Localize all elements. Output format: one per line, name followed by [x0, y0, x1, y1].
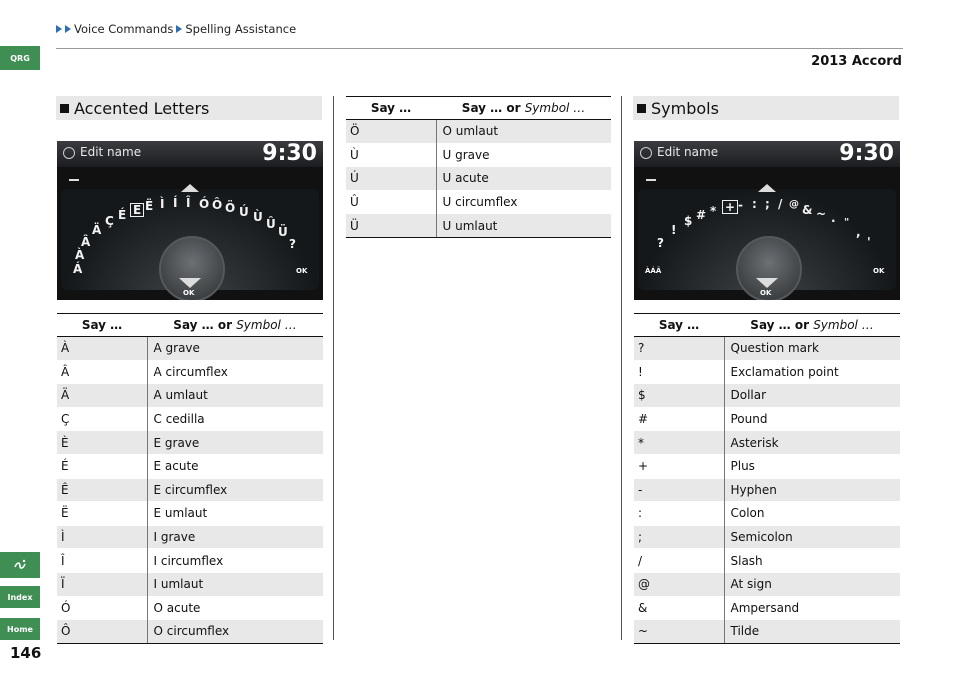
section-square-icon [637, 104, 646, 113]
column-divider [621, 96, 622, 640]
breadcrumb-arrow-icon [176, 25, 182, 33]
accented-letters-title: Accented Letters [74, 98, 210, 118]
table-row [57, 572, 323, 596]
name-cell: Ampersand [724, 596, 900, 620]
breadcrumb-arrow-icon [65, 25, 71, 33]
name-cell: Slash [724, 549, 900, 573]
section-square-icon [60, 104, 69, 113]
table-row [57, 620, 323, 644]
char-glyph[interactable]: ? [289, 237, 296, 251]
char-glyph[interactable]: & [802, 203, 813, 217]
table-row [634, 549, 900, 573]
name-cell: C cedilla [147, 407, 323, 431]
char-glyph[interactable]: $ [684, 214, 693, 228]
char-glyph[interactable]: Ö [225, 201, 236, 215]
say-cell: & [634, 596, 724, 620]
screen-clock: 9:30 [839, 141, 894, 166]
char-glyph[interactable]: , [856, 225, 861, 239]
char-ok-key[interactable]: OK [296, 267, 308, 275]
say-cell: + [634, 454, 724, 478]
char-glyph[interactable]: ? [657, 236, 664, 250]
name-cell: Question mark [724, 337, 900, 361]
col-header-say: Say … [634, 314, 724, 337]
table-row [57, 431, 323, 455]
table-row [57, 502, 323, 526]
table-row [57, 454, 323, 478]
name-cell: A grave [147, 337, 323, 361]
name-cell: Tilde [724, 620, 900, 644]
say-cell: Ï [57, 572, 147, 596]
symbols-heading [633, 96, 899, 120]
name-cell: I circumflex [147, 549, 323, 573]
char-glyph[interactable]: Û [266, 217, 276, 231]
name-cell: At sign [724, 572, 900, 596]
char-glyph[interactable]: ; [765, 197, 770, 211]
table-row [57, 407, 323, 431]
table-row [57, 525, 323, 549]
name-cell: O acute [147, 596, 323, 620]
say-cell: * [634, 431, 724, 455]
char-glyph-selected[interactable]: + [722, 200, 738, 214]
table-row [634, 478, 900, 502]
accented-letters-heading [56, 96, 322, 120]
say-cell: Ó [57, 596, 147, 620]
say-cell: È [57, 431, 147, 455]
name-cell: U umlaut [436, 214, 611, 238]
table-row [634, 431, 900, 455]
mic-icon [640, 147, 652, 159]
screen-title: Edit name [80, 145, 142, 159]
table-row [346, 143, 611, 167]
table-row [57, 384, 323, 408]
say-cell: Ô [57, 620, 147, 644]
char-glyph[interactable]: Î [186, 196, 191, 210]
char-glyph[interactable]: @ [789, 199, 799, 210]
name-cell: I umlaut [147, 572, 323, 596]
col-header-say: Say … [346, 97, 436, 120]
table-row [634, 407, 900, 431]
table-row [346, 190, 611, 214]
name-cell: I grave [147, 525, 323, 549]
char-glyph[interactable]: * [710, 204, 717, 218]
char-glyph[interactable]: Ó [199, 197, 210, 211]
name-cell: U acute [436, 167, 611, 191]
char-glyph[interactable]: ' [867, 235, 871, 249]
say-cell: À [57, 337, 147, 361]
breadcrumb [56, 22, 296, 36]
name-cell: E circumflex [147, 478, 323, 502]
char-glyph[interactable]: / [778, 197, 783, 211]
char-glyph[interactable]: É [118, 208, 127, 222]
char-glyph[interactable]: - [738, 198, 743, 212]
accented-letters-screen [57, 141, 323, 300]
char-glyph[interactable]: Í [173, 196, 178, 210]
say-cell: Ü [346, 214, 436, 238]
column-divider [333, 96, 334, 640]
page-number: 146 [10, 644, 42, 662]
char-glyph[interactable]: Ë [145, 199, 154, 213]
table-row [346, 214, 611, 238]
name-cell: U grave [436, 143, 611, 167]
char-glyph[interactable]: Ä [92, 223, 102, 237]
name-cell: Semicolon [724, 525, 900, 549]
symbols-table [634, 313, 900, 644]
table-row [57, 596, 323, 620]
header-rule [56, 48, 903, 49]
say-cell: Ú [346, 167, 436, 191]
ok-label[interactable]: OK [183, 289, 195, 297]
screen-title: Edit name [657, 145, 719, 159]
table-row [634, 525, 900, 549]
table-row [57, 360, 323, 384]
scroll-down-icon[interactable] [756, 278, 778, 288]
char-glyph[interactable]: # [696, 208, 707, 222]
say-cell: É [57, 454, 147, 478]
char-glyph[interactable]: Â [81, 235, 91, 249]
say-cell: / [634, 549, 724, 573]
name-cell: A umlaut [147, 384, 323, 408]
char-ok-key[interactable]: OK [873, 267, 885, 275]
say-cell: ! [634, 360, 724, 384]
table-row [346, 167, 611, 191]
col-header-say-or-symbol: Say … or Symbol … [147, 314, 323, 337]
name-cell: U circumflex [436, 190, 611, 214]
char-glyph[interactable]: ÀÁÂ [645, 267, 662, 275]
col-header-say-or-symbol: Say … or Symbol … [436, 97, 611, 120]
say-cell: $ [634, 384, 724, 408]
say-cell: Ö [346, 120, 436, 144]
ok-label[interactable]: OK [760, 289, 772, 297]
col-header-say-or-symbol: Say … or Symbol … [724, 314, 900, 337]
char-glyph[interactable]: Ç [105, 214, 114, 228]
symbols-title: Symbols [651, 98, 719, 118]
voice-tab[interactable] [0, 552, 40, 578]
table-row [57, 549, 323, 573]
table-row [634, 454, 900, 478]
char-glyph[interactable]: Ù [253, 210, 263, 224]
char-glyph-selected[interactable]: E [130, 203, 144, 217]
say-cell: Ù [346, 143, 436, 167]
say-cell: # [634, 407, 724, 431]
index-tab[interactable]: Index [0, 586, 40, 608]
table-row [634, 360, 900, 384]
table-row [634, 620, 900, 644]
char-glyph[interactable]: . [831, 211, 836, 225]
name-cell: O umlaut [436, 120, 611, 144]
say-cell: Ä [57, 384, 147, 408]
text-cursor [646, 179, 656, 181]
say-cell: Ì [57, 525, 147, 549]
model-title: 2013 Accord [811, 54, 902, 69]
char-glyph[interactable]: Ì [160, 197, 165, 211]
name-cell: Pound [724, 407, 900, 431]
table-row [634, 596, 900, 620]
scroll-down-icon[interactable] [179, 278, 201, 288]
accented-letters-table [57, 313, 323, 644]
say-cell: ~ [634, 620, 724, 644]
breadcrumb-spelling-assistance[interactable]: Spelling Assistance [185, 22, 297, 36]
symbols-screen [634, 141, 900, 300]
table-row [57, 337, 323, 361]
table-row [346, 120, 611, 144]
name-cell: Exclamation point [724, 360, 900, 384]
table-row [634, 502, 900, 526]
char-glyph[interactable]: Ô [212, 198, 223, 212]
say-cell: @ [634, 572, 724, 596]
char-glyph[interactable]: ! [671, 223, 677, 237]
home-tab[interactable]: Home [0, 618, 40, 640]
voice-command-icon [13, 558, 27, 572]
name-cell: E grave [147, 431, 323, 455]
table-row [634, 337, 900, 361]
char-glyph[interactable]: Á [73, 262, 83, 276]
col-header-say: Say … [57, 314, 147, 337]
breadcrumb-voice-commands[interactable]: Voice Commands [74, 22, 174, 36]
name-cell: E acute [147, 454, 323, 478]
say-cell: - [634, 478, 724, 502]
char-glyph[interactable]: Ú [239, 205, 249, 219]
char-glyph[interactable]: À [75, 248, 85, 262]
name-cell: Hyphen [724, 478, 900, 502]
say-cell: ? [634, 337, 724, 361]
char-glyph[interactable]: " [844, 217, 850, 228]
table-row [57, 478, 323, 502]
name-cell: Colon [724, 502, 900, 526]
say-cell: Ë [57, 502, 147, 526]
say-cell: Ç [57, 407, 147, 431]
char-glyph[interactable]: : [752, 197, 757, 211]
text-cursor [69, 179, 79, 181]
name-cell: O circumflex [147, 620, 323, 644]
char-glyph[interactable]: ~ [816, 207, 827, 221]
qrg-tab[interactable]: QRG [0, 46, 40, 70]
table-row [634, 572, 900, 596]
accented-letters-table-cont [346, 96, 611, 238]
scroll-up-icon[interactable] [181, 184, 199, 192]
name-cell: A circumflex [147, 360, 323, 384]
say-cell: ; [634, 525, 724, 549]
name-cell: E umlaut [147, 502, 323, 526]
name-cell: Asterisk [724, 431, 900, 455]
say-cell: Ê [57, 478, 147, 502]
breadcrumb-arrow-icon [56, 25, 62, 33]
screen-clock: 9:30 [262, 141, 317, 166]
say-cell: Î [57, 549, 147, 573]
scroll-up-icon[interactable] [758, 184, 776, 192]
say-cell: Û [346, 190, 436, 214]
say-cell: : [634, 502, 724, 526]
say-cell: Â [57, 360, 147, 384]
mic-icon [63, 147, 75, 159]
name-cell: Plus [724, 454, 900, 478]
char-glyph[interactable]: Ü [278, 225, 288, 239]
name-cell: Dollar [724, 384, 900, 408]
table-row [634, 384, 900, 408]
